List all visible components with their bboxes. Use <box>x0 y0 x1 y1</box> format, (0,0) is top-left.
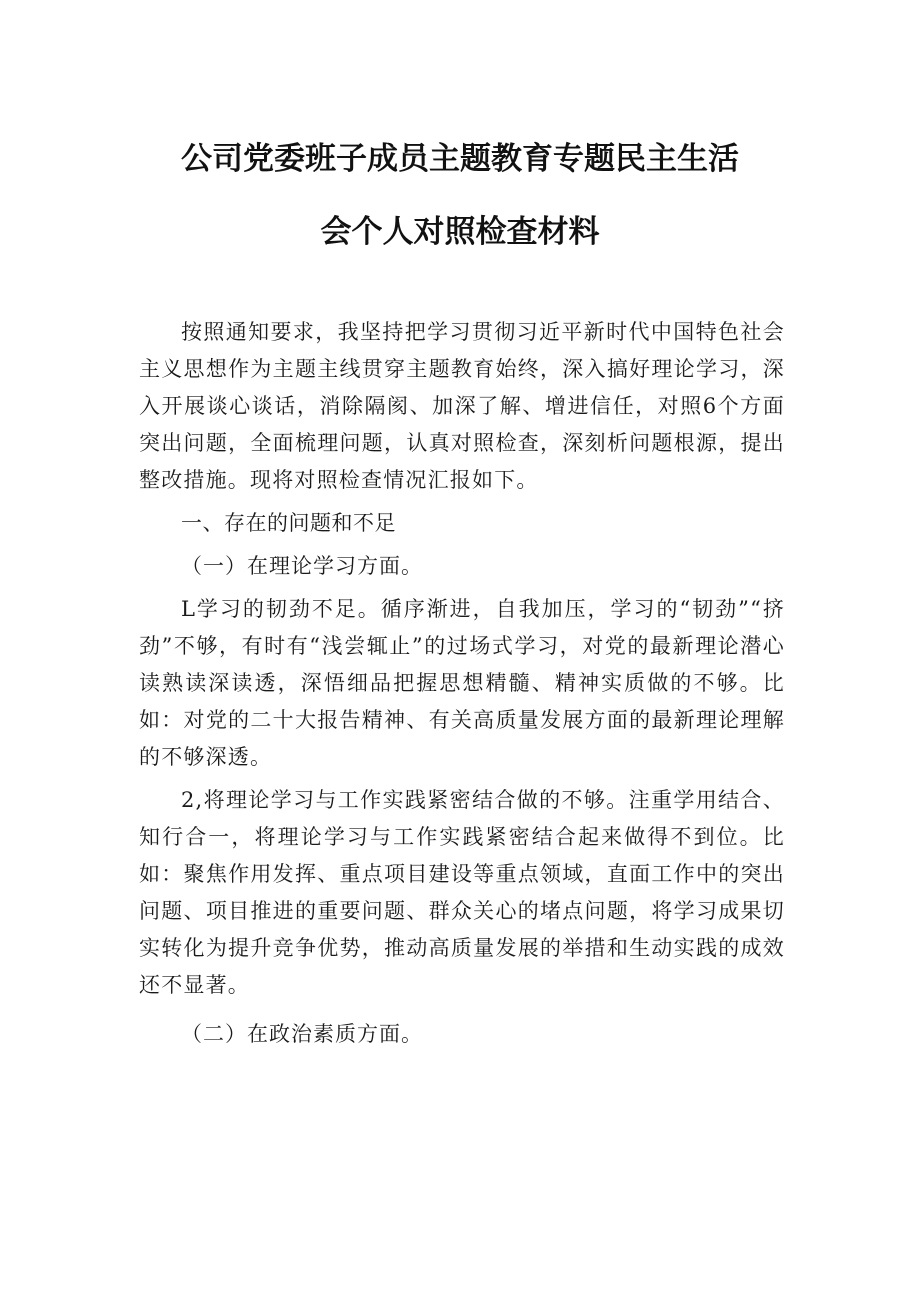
intro-paragraph: 按照通知要求，我坚持把学习贯彻习近平新时代中国特色社会主义思想作为主题主线贯穿主题教育始终，深入搞好理论学习，深入开展谈心谈话，消除隔阂、加深了解、增进信任，对照6个方面突出问题，全面梳理问题，认真对照检查，深刻析问题根源，提出整改措施。现将对照检查情况汇报如下。 <box>139 320 785 492</box>
item-paragraph-1: L学习的韧劲不足。循序渐进，自我加压，学习的“韧劲”“挤劲”不够，有时有“浅尝辄止”的过场式学习，对党的最新理论潜心读熟读深读透，深悟细品把握思想精髓、精神实质做的不够。比如：对党的二十大报告精神、有关高质量发展方面的最新理论理解的不够深透。 <box>139 597 785 769</box>
subsection-heading-2: （二）在政治素质方面。 <box>181 1022 423 1046</box>
item-paragraph-2: 2,将理论学习与工作实践紧密结合做的不够。注重学用结合、知行合一，将理论学习与工作实践紧密结合起来做得不到位。比如：聚焦作用发挥、重点项目建设等重点领域，直面工作中的突出问题、项目推进的重要问题、群众关心的堵点问题，将学习成果切实转化为提升竞争优势，推动高质量发展的举措和生动实践的成效还不显著。 <box>139 788 785 997</box>
subsection-heading-1: （一）在理论学习方面。 <box>181 554 423 578</box>
spacer <box>139 1004 785 1016</box>
document-title-line-1: 公司党委班子成员主题教育专题民主生活 <box>181 141 739 177</box>
section-heading-1: 一、存在的问题和不足 <box>181 511 396 535</box>
document-title-line-2: 会个人对照检查材料 <box>320 214 600 250</box>
document-body <box>139 314 785 1053</box>
